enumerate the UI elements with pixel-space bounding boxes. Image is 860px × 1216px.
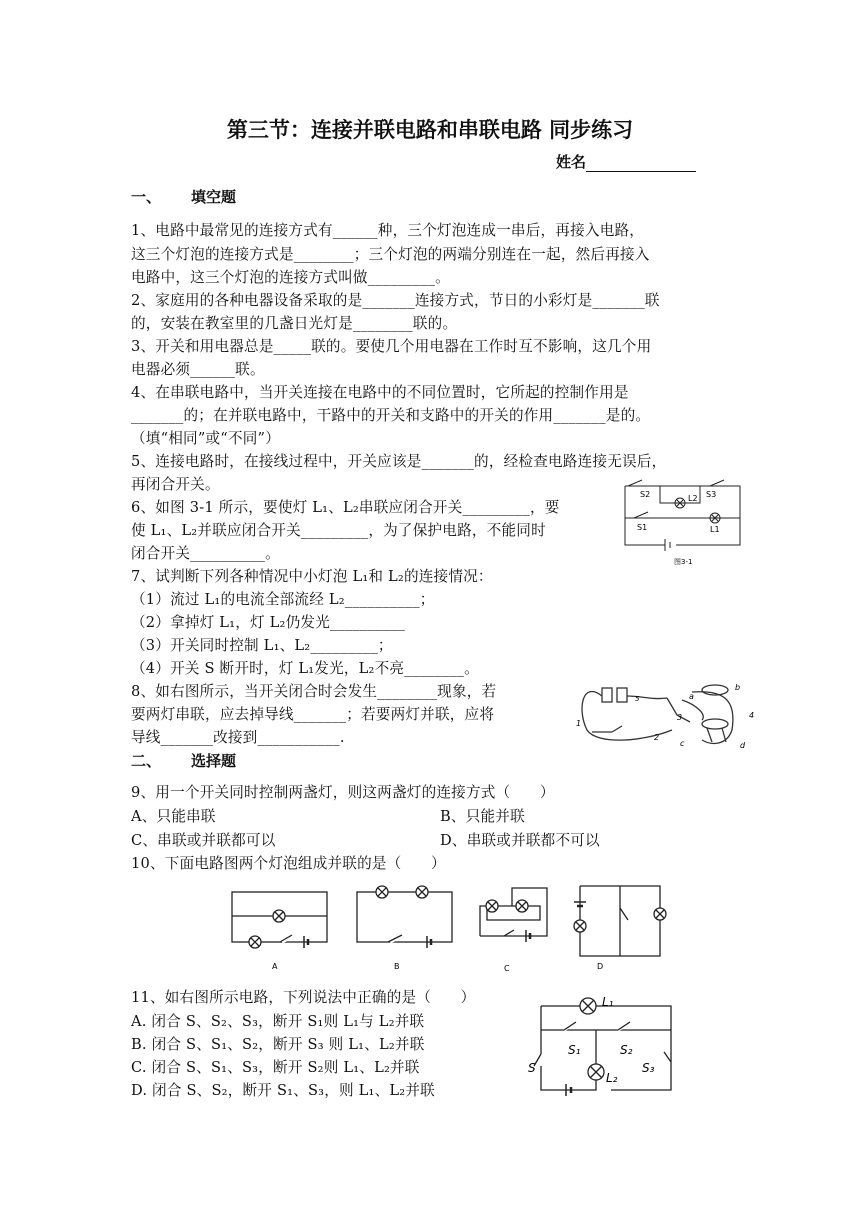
fig31-label-s2: S2 bbox=[640, 490, 651, 499]
q10-label-a: A bbox=[272, 962, 278, 971]
q9-option-c: C、串联或并联都可以 bbox=[131, 832, 276, 849]
q11-option-a: A. 闭合 S、S₂、S₃，断开 S₁则 L₁与 L₂并联 bbox=[131, 1013, 425, 1030]
section-number: 一、 bbox=[131, 188, 162, 206]
fig11-label-s2: S₂ bbox=[620, 1043, 633, 1057]
name-field[interactable] bbox=[556, 151, 696, 172]
text-line: 8、如右图所示，当开关闭合时会发生________现象，若 bbox=[131, 683, 497, 700]
text-line: （4）开关 S 断开时，灯 L₁发光，L₂不亮________。 bbox=[131, 660, 479, 677]
name-blank[interactable] bbox=[586, 156, 696, 172]
q10-label-c: C bbox=[504, 964, 510, 973]
fig8-label-3: 3 bbox=[677, 713, 683, 722]
text-line: （2）拿掉灯 L₁，灯 L₂仍发光__________ bbox=[131, 614, 405, 631]
q9-option-b: B、只能并联 bbox=[440, 808, 525, 825]
q10-label-d: D bbox=[597, 962, 604, 971]
fig31-caption: 图3-1 bbox=[674, 558, 693, 566]
fig31-label-s1: S1 bbox=[637, 523, 648, 532]
text-line: 4、在串联电路中，当开关连接在电路中的不同位置时，它所起的控制作用是 bbox=[131, 384, 629, 401]
q9-option-a: A、只能串联 bbox=[131, 808, 216, 825]
q11-option-d: D. 闭合 S、S₂，断开 S₁、S₃，则 L₁、L₂并联 bbox=[131, 1082, 435, 1099]
section-fill-in bbox=[131, 186, 236, 207]
fig8-label-4: 4 bbox=[749, 711, 755, 720]
section-label: 填空题 bbox=[191, 188, 237, 206]
text-line: 电路中，这三个灯泡的连接方式叫做_________。 bbox=[131, 269, 450, 286]
figure-q8 bbox=[572, 670, 762, 756]
fig11-label-l2: L₂ bbox=[606, 1071, 618, 1085]
figure-q10-circuits bbox=[222, 876, 672, 974]
text-line: 使 L₁、L₂并联应闭合开关_________，为了保护电路，不能同时 bbox=[131, 522, 546, 539]
fig8-label-1: 1 bbox=[576, 719, 582, 728]
fig8-label-d: d bbox=[740, 741, 746, 750]
page-title: 第三节：连接并联电路和串联电路 同步练习 bbox=[226, 118, 634, 142]
fig11-label-s: S bbox=[528, 1061, 536, 1075]
fig8-label-a: a bbox=[689, 692, 694, 701]
q11-stem: 11、如右图所示电路，下列说法中正确的是（ ） bbox=[131, 989, 476, 1006]
text-line: 要两灯串联，应去掉导线_______；若要两灯并联，应将 bbox=[131, 706, 495, 723]
text-line: 7、试判断下列各种情况中小灯泡 L₁和 L₂的连接情况： bbox=[131, 568, 493, 585]
text-line: 导线_______改接到___________. bbox=[131, 729, 345, 746]
section-number: 二、 bbox=[131, 752, 162, 770]
text-line: 3、开关和用电器总是_____联的。要使几个用电器在工作时互不影响，这几个用 bbox=[131, 338, 652, 355]
text-line: 的，安装在教室里的几盏日光灯是________联的。 bbox=[131, 315, 458, 332]
fig8-label-5: 5 bbox=[635, 695, 640, 703]
q11-option-c: C. 闭合 S、S₁、S₃，断开 S₂则 L₁、L₂并联 bbox=[131, 1059, 420, 1076]
name-label: 姓名 bbox=[556, 153, 587, 171]
q10-label-b: B bbox=[394, 962, 400, 971]
text-line: 5、连接电路时，在接线过程中，开关应该是_______的，经检查电路连接无误后， bbox=[131, 453, 667, 470]
section-choice bbox=[131, 750, 236, 771]
q10-stem: 10、下面电路图两个灯泡组成并联的是（ ） bbox=[131, 855, 446, 872]
text-line: 再闭合开关。 bbox=[131, 476, 220, 493]
figure-q11-circuit bbox=[526, 992, 686, 1100]
fig31-label-l1: L1 bbox=[710, 525, 720, 534]
fig31-label-l2: L2 bbox=[688, 494, 698, 503]
q11-option-b: B. 闭合 S、S₁、S₂，断开 S₃ 则 L₁、L₂并联 bbox=[131, 1036, 425, 1053]
text-line: （3）开关同时控制 L₁、L₂_________； bbox=[131, 637, 393, 654]
fig8-label-b: b bbox=[735, 683, 741, 692]
fig31-label-s3: S3 bbox=[706, 490, 717, 499]
q9-option-d: D、串联或并联都不可以 bbox=[440, 832, 600, 849]
fig11-label-l1: L₁ bbox=[602, 995, 614, 1009]
fig11-label-s1: S₁ bbox=[568, 1043, 581, 1057]
text-line: 2、家庭用的各种电器设备采取的是_______连接方式，节日的小彩灯是_______联 bbox=[131, 292, 660, 309]
fig11-label-s3: S₃ bbox=[642, 1061, 655, 1075]
text-line: 1、电路中最常见的连接方式有______种，三个灯泡连成一串后，再接入电路， bbox=[131, 222, 645, 239]
text-line: _______的；在并联电路中，干路中的开关和支路中的开关的作用_______是的。 bbox=[131, 407, 651, 424]
text-line: （填“相同”或“不同”） bbox=[131, 430, 280, 447]
text-line: 电器必须______联。 bbox=[131, 361, 265, 378]
q9-stem: 9、用一个开关同时控制两盏灯，则这两盏灯的连接方式（ ） bbox=[131, 784, 555, 801]
fig8-label-2: 2 bbox=[654, 733, 660, 742]
section-label: 选择题 bbox=[191, 752, 237, 770]
text-line: 6、如图 3-1 所示，要使灯 L₁、L₂串联应闭合开关_________，要 bbox=[131, 499, 560, 516]
fig8-label-c: c bbox=[680, 739, 685, 748]
text-line: 这三个灯泡的连接方式是________；三个灯泡的两端分别连在一起，然后再接入 bbox=[131, 246, 650, 263]
text-line: （1）流过 L₁的电流全部流经 L₂__________； bbox=[131, 591, 435, 608]
text-line: 闭合开关__________。 bbox=[131, 545, 280, 562]
figure-3-1 bbox=[620, 478, 745, 570]
